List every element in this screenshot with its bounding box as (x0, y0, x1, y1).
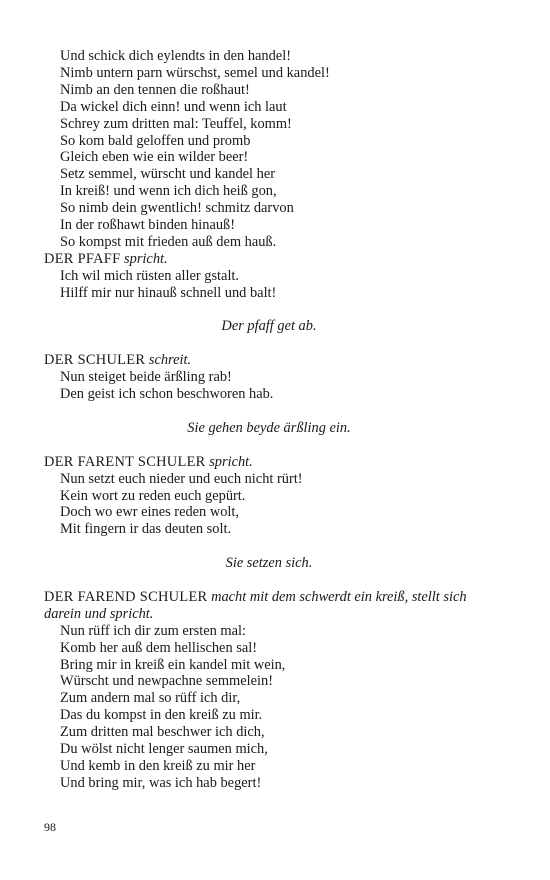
stage-direction: Sie setzen sich. (225, 555, 313, 572)
verse-line: Und bring mir, was ich hab begert! (60, 774, 262, 791)
speaker-direction: spricht. (124, 250, 168, 267)
spacer (44, 403, 474, 420)
speaker-name: DER FARENT SCHULER (44, 453, 206, 470)
spacer (44, 302, 474, 319)
verse-group-4 (44, 471, 474, 539)
verse-line: So nimb dein gwentlich! schmitz darvon (60, 200, 294, 217)
speaker-direction: spricht. (209, 453, 253, 470)
verse-line: Schrey zum dritten mal: Teuffel, komm! (60, 115, 292, 132)
speaker-heading-pfaff (44, 251, 474, 268)
speaker-direction: schreit. (148, 352, 192, 369)
verse-line: So kompst mit frieden auß dem hauß. (60, 233, 277, 250)
text-block (44, 48, 474, 792)
verse-line: Nun rüff ich dir zum ersten mal: (60, 622, 246, 639)
verse-line: Bring mir in kreiß ein kandel mit wein, (60, 656, 286, 673)
verse-line: Würscht und newpachne semmelein! (60, 673, 273, 690)
verse-line: Komb her auß dem hellischen sal! (60, 639, 258, 656)
speaker-direction: macht mit dem schwerdt ein kreiß, stellt sich darein und spricht. (44, 588, 467, 622)
verse-line: Nun steiget beide ärßling rab! (60, 369, 232, 386)
verse-group-3 (44, 369, 474, 403)
verse-group-2 (44, 268, 474, 302)
verse-group-1 (44, 48, 474, 251)
verse-line: Zum dritten mal beschwer ich dich, (60, 724, 265, 741)
verse-line: Das du kompst in den kreiß zu mir. (60, 707, 263, 724)
verse-line: Hilff mir nur hinauß schnell und balt! (60, 284, 277, 301)
page-number: 98 (44, 820, 56, 834)
verse-line: Ich wil mich rüsten aller gstalt. (60, 267, 240, 284)
spacer (44, 572, 474, 589)
verse-line: In kreiß! und wenn ich dich heiß gon, (60, 183, 277, 200)
speaker-heading-farent-schuler (44, 454, 474, 471)
speaker-name: DER SCHULER (44, 352, 146, 369)
verse-line: Nun setzt euch nieder und euch nicht rürt! (60, 470, 303, 487)
verse-group-5 (44, 623, 474, 792)
verse-line: Mit fingern ir das deuten solt. (60, 521, 232, 538)
speaker-heading-schuler (44, 352, 474, 369)
verse-line: So kom bald geloffen und promb (60, 132, 251, 149)
speaker-name: DER PFAFF (44, 250, 121, 267)
stage-direction: Der pfaff get ab. (221, 318, 317, 335)
verse-line: Den geist ich schon beschworen hab. (60, 386, 274, 403)
verse-line: Und kemb in den kreiß zu mir her (60, 757, 256, 774)
speaker-heading-farend-schuler (44, 589, 474, 623)
spacer (44, 437, 474, 454)
verse-line: Setz semmel, würscht und kandel her (60, 166, 276, 183)
verse-line: Nimb an den tennen die roßhaut! (60, 81, 250, 98)
verse-line: Da wickel dich einn! und wenn ich laut (60, 98, 287, 115)
verse-line: Zum andern mal so rüff ich dir, (60, 690, 241, 707)
verse-line: In der roßhawt binden hinauß! (60, 217, 236, 234)
verse-line: Gleich eben wie ein wilder beer! (60, 149, 249, 166)
spacer (44, 538, 474, 555)
spacer (44, 335, 474, 352)
verse-line: Doch wo ewr eines reden wolt, (60, 504, 240, 521)
verse-line: Nimb untern parn würschst, semel und kandel! (60, 64, 330, 81)
stage-direction: Sie gehen beyde ärßling ein. (187, 419, 351, 436)
speaker-name: DER FAREND SCHULER (44, 588, 208, 605)
verse-line: Du wölst nicht lenger saumen mich, (60, 741, 268, 758)
verse-line: Und schick dich eylendts in den handel! (60, 48, 291, 64)
verse-line: Kein wort zu reden euch gepürt. (60, 487, 246, 504)
